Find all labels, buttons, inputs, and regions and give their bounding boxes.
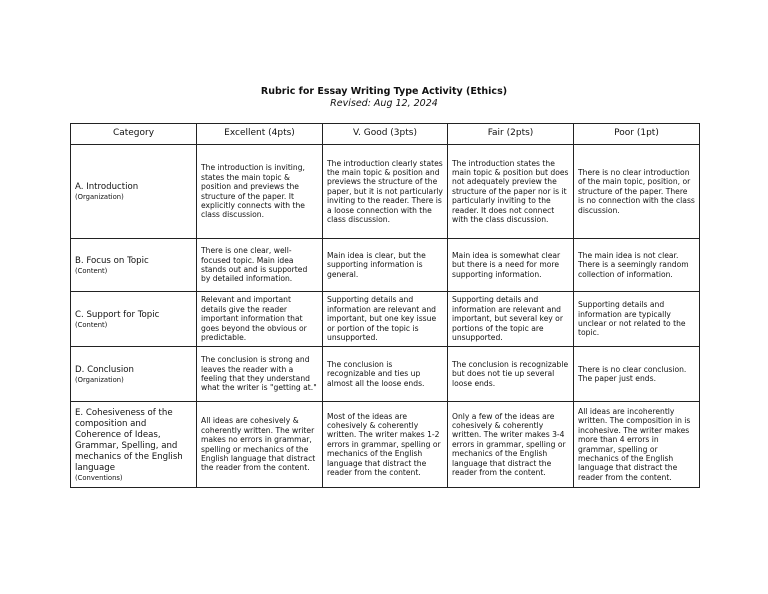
revised-date: Revised: Aug 12, 2024 bbox=[330, 98, 438, 109]
category-name: C. Support for Topic bbox=[75, 309, 160, 320]
table-row bbox=[71, 145, 700, 239]
category-name: D. Conclusion bbox=[75, 364, 134, 375]
rubric-table bbox=[70, 123, 700, 488]
criteria-cell: Relevant and important details give the reader important information that goes beyond the obvious or predictable. bbox=[197, 292, 323, 347]
category-type: (Content) bbox=[75, 266, 108, 275]
table-row bbox=[71, 347, 700, 402]
criteria-cell: Most of the ideas are cohesively & coherently written. The writer makes 1-2 errors in grammar, spelling or mechanics of the English language that distract the reader from the content. bbox=[323, 402, 448, 488]
header-fair: Fair (2pts) bbox=[448, 124, 574, 145]
criteria-cell: The conclusion is recognizable but does not tie up several loose ends. bbox=[448, 347, 574, 402]
document-title: Rubric for Essay Writing Type Activity (Ethics) bbox=[260, 86, 508, 97]
category-type: (Organization) bbox=[75, 193, 124, 201]
category-type: (Organization) bbox=[75, 375, 124, 384]
criteria-cell: Main idea is clear, but the supporting information is general. bbox=[323, 239, 448, 292]
category-cell bbox=[71, 145, 197, 239]
criteria-cell: There is no clear conclusion. The paper just ends. bbox=[574, 347, 700, 402]
header-row bbox=[71, 124, 700, 145]
table-row bbox=[71, 292, 700, 347]
criteria-cell: The introduction is inviting, states the main topic & position and previews the structure of the paper. It explicitly connects with the class discussion. bbox=[197, 145, 323, 239]
category-name: B. Focus on Topic bbox=[75, 255, 149, 266]
criteria-cell: The main idea is not clear. There is a seemingly random collection of information. bbox=[574, 239, 700, 292]
criteria-cell: The introduction clearly states the main topic & position and previews the structure of the paper, but it is not particularly inviting to the reader. There is a loose connection with the class discussion. bbox=[323, 145, 448, 239]
criteria-cell: Only a few of the ideas are cohesively & coherently written. The writer makes 3-4 errors in grammar, spelling or mechanics of the English language that distract the reader from the content. bbox=[448, 402, 574, 488]
criteria-cell: There is one clear, well-focused topic. Main idea stands out and is supported by detailed information. bbox=[197, 239, 323, 292]
criteria-cell: Supporting details and information are relevant and important, but one key issue or portion of the topic is unsupported. bbox=[323, 292, 448, 347]
criteria-cell: All ideas are incoherently written. The composition in is incohesive. The writer makes more than 4 errors in grammar, spelling or mechanics of the English language that distract the reader from the content. bbox=[574, 402, 700, 488]
category-cell bbox=[71, 347, 197, 402]
table-row bbox=[71, 239, 700, 292]
category-name: E. Cohesiveness of the composition and Coherence of Ideas, Grammar, Spelling, and mechanics of the English language bbox=[75, 407, 183, 473]
criteria-cell: The introduction states the main topic & position but does not adequately preview the structure of the paper nor is it particularly inviting to the reader. It does not connect with the class discussion. bbox=[448, 145, 574, 239]
category-type: (Content) bbox=[75, 320, 108, 329]
header-very-good: V. Good (3pts) bbox=[323, 124, 448, 145]
category-cell bbox=[71, 402, 197, 488]
header-category: Category bbox=[71, 124, 197, 145]
document-header bbox=[0, 86, 768, 110]
criteria-cell: There is no clear introduction of the main topic, position, or structure of the paper. There is no connection with the class discussion. bbox=[574, 145, 700, 239]
table-row bbox=[71, 402, 700, 488]
category-name: A. Introduction bbox=[75, 182, 139, 192]
criteria-cell: Supporting details and information are typically unclear or not related to the topic. bbox=[574, 292, 700, 347]
category-type: (Conventions) bbox=[75, 473, 123, 482]
criteria-cell: All ideas are cohesively & coherently written. The writer makes no errors in grammar, spelling or mechanics of the English language that distract the reader from the content. bbox=[197, 402, 323, 488]
header-poor: Poor (1pt) bbox=[574, 124, 700, 145]
criteria-cell: The conclusion is strong and leaves the reader with a feeling that they understand what the writer is "getting at." bbox=[197, 347, 323, 402]
header-excellent: Excellent (4pts) bbox=[197, 124, 323, 145]
criteria-cell: Main idea is somewhat clear but there is a need for more supporting information. bbox=[448, 239, 574, 292]
criteria-cell: The conclusion is recognizable and ties up almost all the loose ends. bbox=[323, 347, 448, 402]
category-cell bbox=[71, 239, 197, 292]
criteria-cell: Supporting details and information are relevant and important, but several key or portions of the topic are unsupported. bbox=[448, 292, 574, 347]
category-cell bbox=[71, 292, 197, 347]
